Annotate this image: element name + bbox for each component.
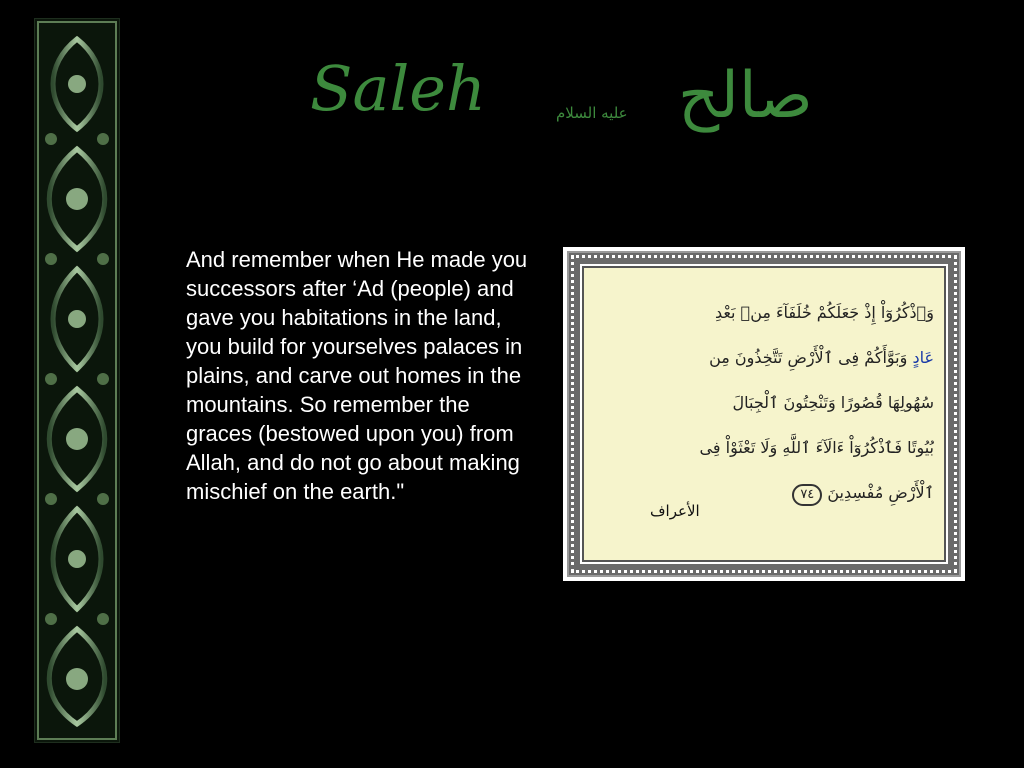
page-title-arabic: صالح — [678, 59, 813, 133]
verse-line-text: ٱلْأَرْضِ مُفْسِدِينَ — [827, 483, 934, 502]
verse-line: وَٱذْكُرُوٓاْ إِذْ جَعَلَكُمْ خُلَفَآءَ مِنۢ بَعْدِ — [714, 303, 934, 322]
translation-text: And remember when He made you successors after ‘Ad (people) and gave you habitations in the land, you build for yourselves palaces in plains, and carve out homes in the mountains. So remember the graces (bestowed upon you) from Allah, and do not go about making mischief on the earth." — [186, 247, 528, 504]
ornamental-border — [34, 18, 120, 743]
title-arabic-honorific: عليه السلام — [556, 104, 628, 122]
verse-line: بُيُوتًا فَٱذْكُرُوٓاْ ءَالَآءَ ٱللَّهِ وَلَا تَعْثَوْاْ فِى — [699, 438, 934, 457]
verse-line-text: وَبَوَّأَكُمْ فِى ٱلْأَرْضِ تَتَّخِذُونَ مِن — [709, 348, 908, 367]
page-title-english: Saleh — [310, 52, 486, 125]
verse-text — [594, 290, 934, 515]
verse-line — [594, 470, 934, 515]
surah-name: الأعراف — [650, 502, 700, 520]
verse-line: سُهُولِهَا قُصُورًا وَتَنْحِتُونَ ٱلْجِبَالَ — [732, 393, 934, 412]
ornament-pattern — [35, 19, 119, 742]
ayah-number-marker: ٧٤ — [792, 484, 822, 506]
verse-line — [594, 335, 934, 380]
verse-highlight-word: عَادٍ — [912, 348, 934, 367]
verse-image-frame — [563, 247, 965, 581]
verse-panel — [569, 253, 959, 575]
